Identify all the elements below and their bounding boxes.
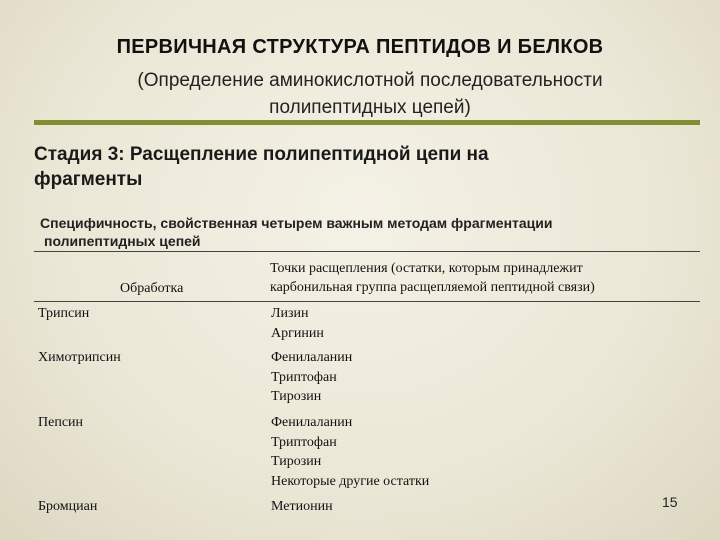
caption-line-2: полипептидных цепей	[44, 233, 201, 249]
stage-line-1: Стадия 3: Расщепление полипептидной цепи на	[34, 144, 489, 165]
header-cleavage-line-1: Точки расщепления (остатки, которым принадлежит	[270, 261, 583, 276]
stage-line-2: фрагменты	[34, 169, 143, 190]
site-item: Триптофан	[271, 369, 337, 385]
row-sites	[271, 413, 429, 491]
site-item: Фенилаланин	[271, 350, 353, 365]
table-caption	[40, 214, 680, 250]
title-divider	[34, 120, 700, 125]
table-top-rule	[34, 251, 700, 252]
slide-title: ПЕРВИЧНАЯ СТРУКТУРА ПЕПТИДОВ И БЕЛКОВ	[116, 36, 604, 58]
row-treatment: Трипсин	[38, 306, 90, 321]
header-cleavage-line-2: карбонильная группа расщепляемой пептидной связи)	[270, 280, 595, 295]
header-treatment: Обработка	[120, 281, 184, 296]
stage-heading	[34, 142, 674, 192]
site-item: Триптофан	[271, 434, 337, 450]
table-header-rule	[34, 301, 700, 302]
row-sites	[271, 348, 352, 407]
site-item: Тирозин	[271, 389, 322, 404]
caption-line-1: Специфичность, свойственная четырем важным методам фрагментации	[40, 215, 553, 231]
row-sites	[271, 497, 333, 517]
site-item: Метионин	[271, 499, 333, 514]
row-treatment: Пепсин	[38, 415, 84, 430]
site-item: Лизин	[271, 306, 309, 321]
row-treatment: Бромциан	[38, 499, 98, 514]
row-sites	[271, 304, 324, 343]
site-item: Фенилаланин	[271, 415, 353, 430]
row-treatment: Химотрипсин	[38, 350, 121, 365]
site-item: Некоторые другие остатки	[271, 473, 430, 489]
header-cleavage-sites	[270, 259, 595, 297]
subtitle-line-1: (Определение аминокислотной последовательности	[137, 70, 603, 91]
slide-subtitle	[40, 67, 700, 121]
site-item: Тирозин	[271, 454, 322, 469]
subtitle-line-2: полипептидных цепей)	[269, 97, 471, 118]
site-item: Аргинин	[271, 325, 324, 341]
page-number: 15	[662, 494, 678, 510]
